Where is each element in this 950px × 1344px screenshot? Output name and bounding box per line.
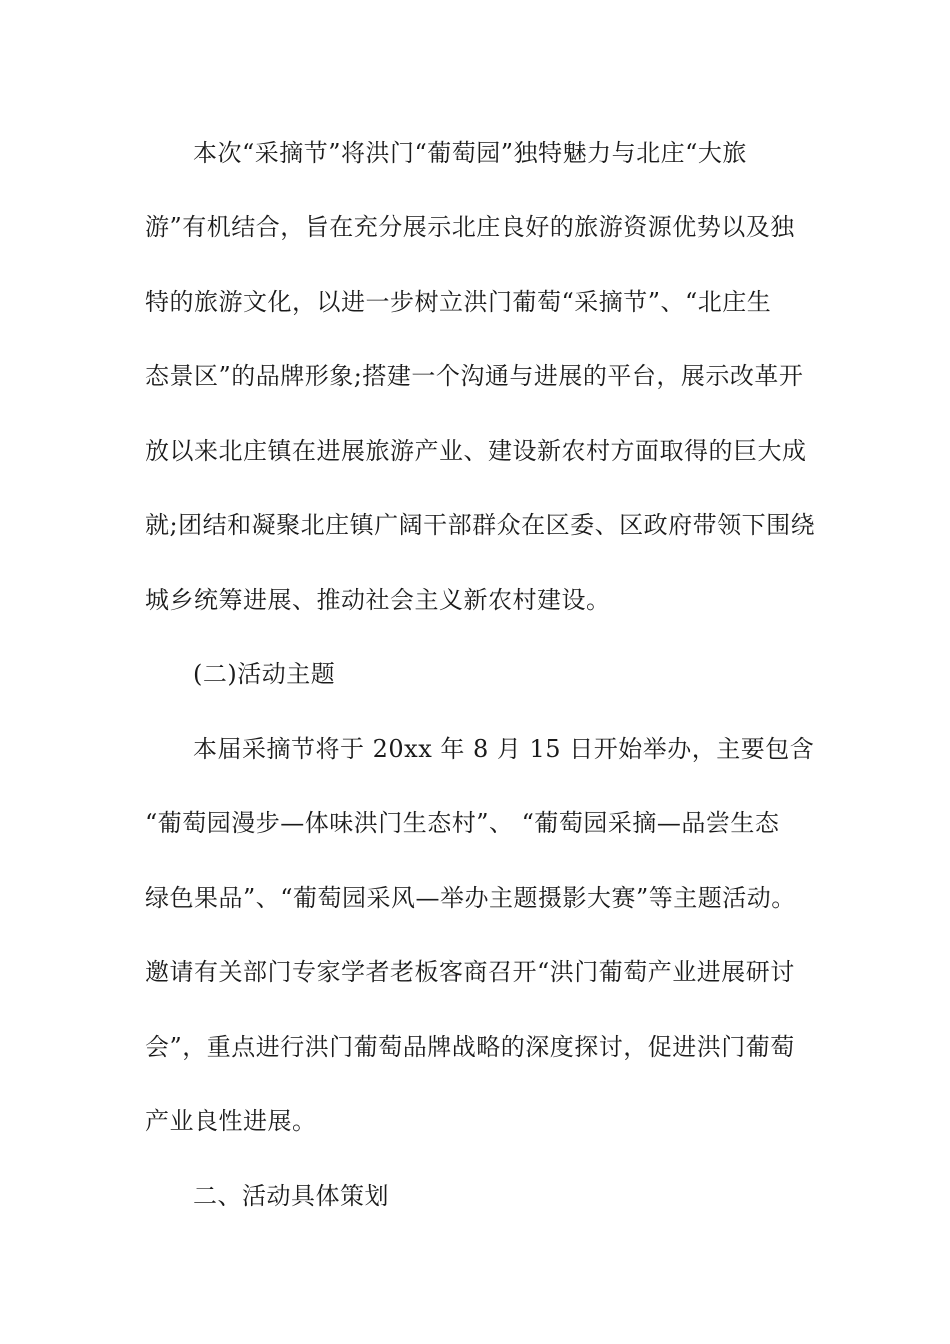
paragraph-2-line-5: 会”，重点进行洪门葡萄品牌战略的深度探讨，促进洪门葡萄 — [145, 1033, 795, 1061]
paragraph-1-line-3: 特的旅游文化，以进一步树立洪门葡萄“采摘节”、“北庄生 — [145, 288, 772, 316]
section-heading-activity-plan: 二、活动具体策划 — [193, 1182, 389, 1210]
section-heading-activity-theme: (二)活动主题 — [193, 660, 336, 688]
paragraph-2-line-2: “葡萄园漫步—体味洪门生态村”、 “葡萄园采摘—品尝生态 — [145, 809, 780, 837]
paragraph-1-line-4: 态景区”的品牌形象;搭建一个沟通与进展的平台，展示改革开 — [145, 362, 804, 390]
paragraph-2-line-3: 绿色果品”、“葡萄园采风—举办主题摄影大赛”等主题活动。 — [145, 884, 796, 912]
paragraph-2-line-6: 产业良性进展。 — [145, 1107, 317, 1135]
paragraph-1-line-1: 本次“采摘节”将洪门“葡萄园”独特魅力与北庄“大旅 — [193, 139, 747, 167]
paragraph-2-line-4: 邀请有关部门专家学者老板客商召开“洪门葡萄产业进展研讨 — [145, 958, 795, 986]
paragraph-2-line-1: 本届采摘节将于 20xx 年 8 月 15 日开始举办，主要包含 — [193, 735, 815, 763]
paragraph-1-line-7: 城乡统筹进展、推动社会主义新农村建设。 — [145, 586, 611, 614]
paragraph-1-line-2: 游”有机结合，旨在充分展示北庄良好的旅游资源优势以及独 — [145, 213, 795, 241]
paragraph-1-line-5: 放以来北庄镇在进展旅游产业、建设新农村方面取得的巨大成 — [145, 437, 807, 465]
paragraph-1-line-6: 就;团结和凝聚北庄镇广阔干部群众在区委、区政府带领下围绕 — [145, 511, 816, 539]
